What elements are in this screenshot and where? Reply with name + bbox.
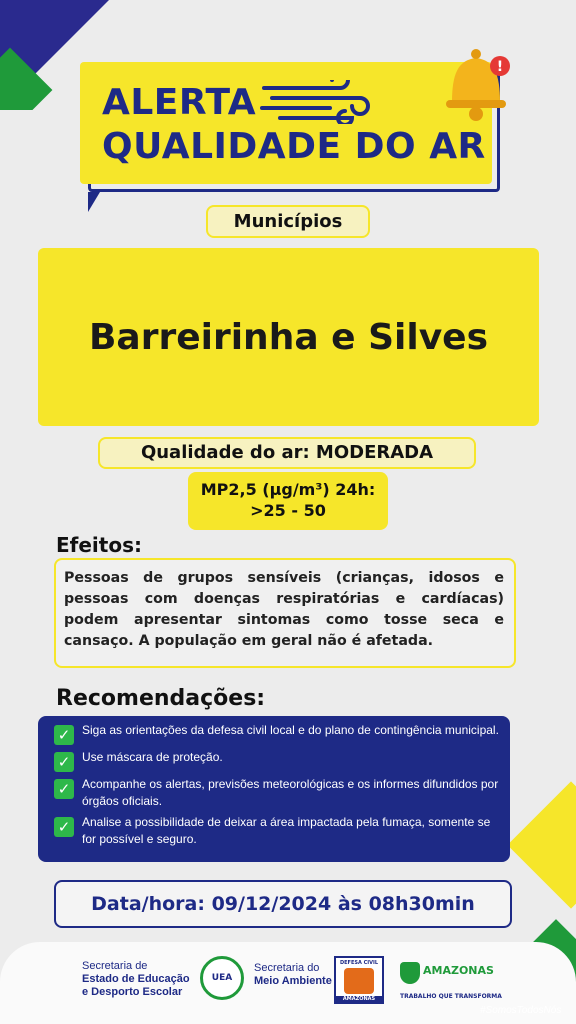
hashtag: #SomosTodosNós xyxy=(480,1005,562,1016)
municipios-value: Barreirinha e Silves xyxy=(38,248,539,426)
seduc-line-1: Secretaria de xyxy=(82,960,148,972)
defesa-civil-logo xyxy=(334,956,384,1004)
seduc-line-3: e Desporto Escolar xyxy=(82,986,183,998)
corner-decoration-right xyxy=(507,781,576,908)
list-item xyxy=(54,814,500,848)
uea-logo: UEA xyxy=(200,956,244,1000)
amazonas-crest-icon xyxy=(400,962,420,984)
defesa-top-text: DEFESA CIVIL xyxy=(339,960,379,966)
list-item xyxy=(54,722,500,745)
seduc-logo xyxy=(82,960,190,999)
recommendation-text: Siga as orientações da defesa civil local e do plano de contingência municipal. xyxy=(82,723,499,737)
efeitos-heading: Efeitos: xyxy=(56,533,142,557)
mp-line-2: >25 - 50 xyxy=(250,501,326,520)
check-icon: ✓ xyxy=(54,725,74,745)
list-item xyxy=(54,776,500,810)
svg-text:!: ! xyxy=(496,59,504,75)
amazonas-slogan: TRABALHO QUE TRANSFORMA xyxy=(400,993,502,1000)
amazonas-name: AMAZONAS xyxy=(423,964,494,977)
alert-banner xyxy=(80,62,500,192)
sema-line-1: Secretaria do xyxy=(254,962,320,974)
list-item xyxy=(54,749,500,772)
defesa-bottom-text: AMAZONAS xyxy=(336,996,382,1002)
bell-icon xyxy=(438,44,514,124)
datetime-label: Data/hora: 09/12/2024 às 08h30min xyxy=(54,880,512,928)
efeitos-text: Pessoas de grupos sensíveis (crianças, idosos e pessoas com doenças respiratórias e cardíacas) podem apresentar sintomas como tosse seca e cansaço. A população em geral não é afetada. xyxy=(54,558,516,668)
recommendation-text: Analise a possibilidade de deixar a área impactada pela fumaça, somente se for possível e seguro. xyxy=(82,815,491,846)
check-icon: ✓ xyxy=(54,779,74,799)
mp-line-1: MP2,5 (μg/m³) 24h: xyxy=(200,480,376,499)
check-icon: ✓ xyxy=(54,817,74,837)
municipios-label: Municípios xyxy=(206,205,370,238)
wind-icon xyxy=(260,80,380,124)
mp-indicator xyxy=(188,472,388,530)
recommendation-text: Acompanhe os alertas, previsões meteorológicas e os informes difundidos por órgãos oficiais. xyxy=(82,777,499,808)
check-icon: ✓ xyxy=(54,752,74,772)
recomendacoes-list xyxy=(38,716,510,862)
title-line-1: ALERTA xyxy=(102,82,257,123)
seduc-line-2: Estado de Educação xyxy=(82,973,190,985)
title-line-2: QUALIDADE DO AR xyxy=(102,126,486,167)
recommendation-text: Use máscara de proteção. xyxy=(82,750,223,764)
air-quality-label: Qualidade do ar: MODERADA xyxy=(98,437,476,469)
sema-line-2: Meio Ambiente xyxy=(254,975,332,987)
sema-logo xyxy=(254,962,332,988)
recomendacoes-heading: Recomendações: xyxy=(56,686,266,711)
